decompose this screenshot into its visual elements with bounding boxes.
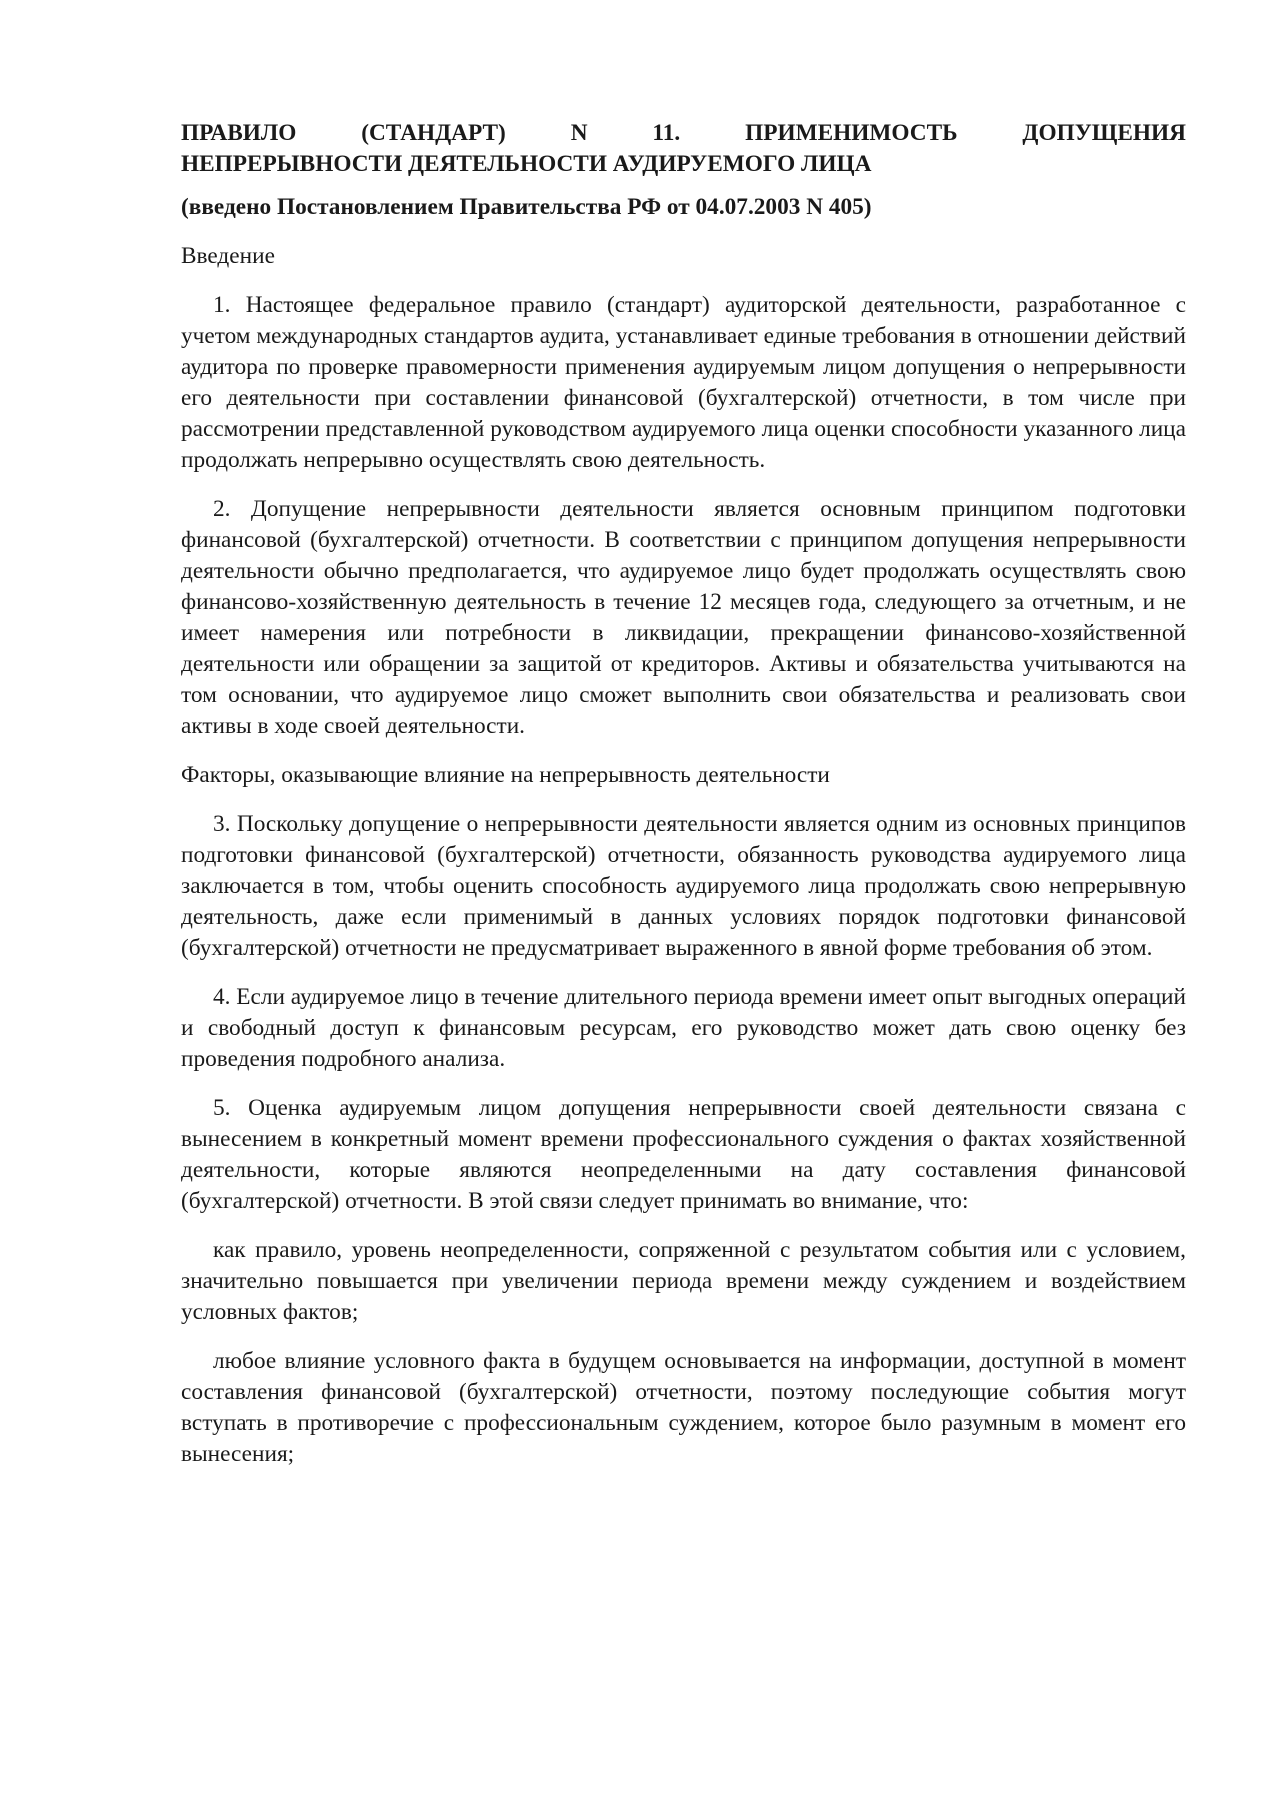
- paragraph-2: 2. Допущение непрерывности деятельности является основным принципом подготовки финансовой (бухгалтерской) отчетности. В соответствии с принципом допущения непрерывности деятельности обычно предполагается, что аудируемое лицо будет продолжать осуществлять свою финансово-хозяйственную деятельность в течение 12 месяцев года, следующего за отчетным, и не имеет намерения или потребности в ликвидации, прекращении финансово-хозяйственной деятельности или обращении за защитой от кредиторов. Активы и обязательства учитываются на том основании, что аудируемое лицо сможет выполнить свои обязательства и реализовать свои активы в ходе своей деятельности.: [181, 496, 1186, 739]
- paragraph-1: 1. Настоящее федеральное правило (стандарт) аудиторской деятельности, разработанное с учетом международных стандартов аудита, устанавливает единые требования в отношении действий аудитора по проверке правомерности применения аудируемым лицом допущения о непрерывности его деятельности при составлении финансовой (бухгалтерской) отчетности, в том числе при рассмотрении представленной руководством аудируемого лица оценки способности указанного лица продолжать непрерывно осуществлять свою деятельность.: [181, 292, 1186, 473]
- section-heading-factors: Факторы, оказывающие влияние на непрерывность деятельности: [181, 762, 830, 788]
- paragraph-4: 4. Если аудируемое лицо в течение длительного периода времени имеет опыт выгодных операций и свободный доступ к финансовым ресурсам, его руководство может дать свою оценку без проведения подробного анализа.: [181, 984, 1186, 1072]
- title-line-1: ПРАВИЛО (СТАНДАРТ) N 11. ПРИМЕНИМОСТЬ ДОПУЩЕНИЯ: [181, 120, 1186, 146]
- document-page: [181, 118, 1186, 1488]
- list-item-2: любое влияние условного факта в будущем основывается на информации, доступной в момент составления финансовой (бухгалтерской) отчетности, поэтому последующие события могут вступать в противоречие с профессиональным суждением, которое было разумным в момент его вынесения;: [181, 1348, 1186, 1467]
- list-item-1: как правило, уровень неопределенности, сопряженной с результатом события или с условием, значительно повышается при увеличении периода времени между суждением и воздействием условных фактов;: [181, 1237, 1186, 1325]
- title-line-2: НЕПРЕРЫВНОСТИ ДЕЯТЕЛЬНОСТИ АУДИРУЕМОГО ЛИЦА: [181, 151, 872, 177]
- section-heading-intro: Введение: [181, 243, 275, 269]
- paragraph-3: 3. Поскольку допущение о непрерывности деятельности является одним из основных принципов подготовки финансовой (бухгалтерской) отчетности, обязанность руководства аудируемого лица заключается в том, чтобы оценить способность аудируемого лица продолжать свою непрерывную деятельность, даже если применимый в данных условиях порядок подготовки финансовой (бухгалтерской) отчетности не предусматривает выраженного в явной форме требования об этом.: [181, 811, 1186, 961]
- document-title: [181, 118, 1186, 180]
- document-subtitle: (введено Постановлением Правительства РФ от 04.07.2003 N 405): [181, 194, 872, 220]
- paragraph-5: 5. Оценка аудируемым лицом допущения непрерывности своей деятельности связана с вынесением в конкретный момент времени профессионального суждения о фактах хозяйственной деятельности, которые являются неопределенными на дату составления финансовой (бухгалтерской) отчетности. В этой связи следует принимать во внимание, что:: [181, 1095, 1186, 1214]
